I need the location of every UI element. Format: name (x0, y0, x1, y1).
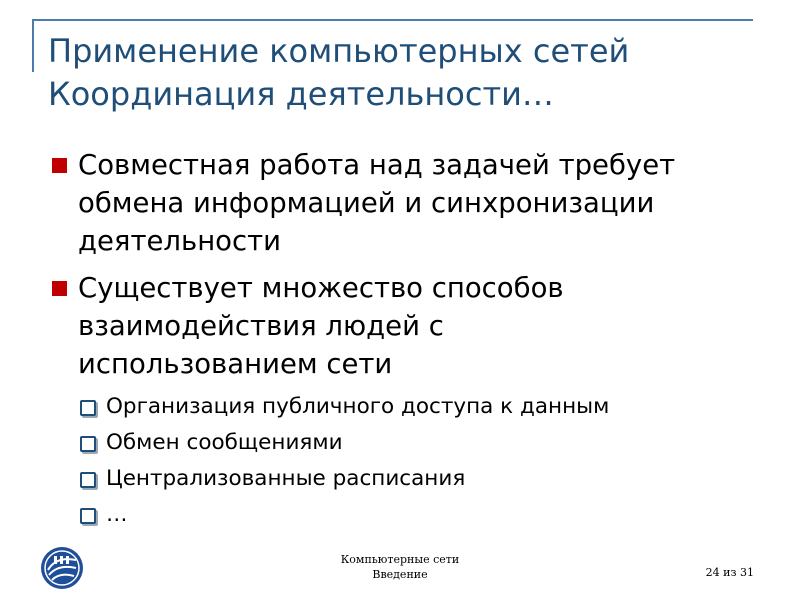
page-number: 24 из 31 (705, 566, 754, 579)
sub-bullet-text: Организация публичного доступа к данным (106, 394, 610, 419)
title-line-2: Координация деятельности… (48, 75, 554, 113)
square-bullet-icon (52, 158, 67, 173)
checkbox-bullet-icon (80, 436, 96, 452)
left-rule (32, 19, 34, 72)
slide-title (48, 30, 768, 116)
bullet-line: Совместная работа над задачей требует (78, 149, 676, 181)
sub-bullet-text: Централизованные расписания (106, 466, 466, 491)
bullet-item (48, 269, 768, 383)
sub-bullet-item (78, 464, 768, 494)
bullet-line: использованием сети (78, 348, 393, 380)
sub-bullet-item (78, 392, 768, 422)
footer-center (300, 552, 500, 582)
sub-bullet-text: Обмен сообщениями (106, 430, 343, 455)
slide-content (48, 146, 768, 536)
bullet-line: обмена информацией и синхронизации (78, 187, 655, 219)
bullet-text (78, 146, 768, 260)
sub-bullet-item (78, 500, 768, 530)
bullet-item (48, 146, 768, 260)
sub-bullet-text: … (106, 502, 128, 527)
checkbox-bullet-icon (80, 508, 96, 524)
top-rule (32, 19, 753, 21)
checkbox-bullet-icon (80, 472, 96, 488)
sub-bullet-item (78, 428, 768, 458)
unn-logo-icon (40, 546, 84, 590)
square-bullet-icon (52, 281, 67, 296)
footer-course: Компьютерные сети (340, 553, 460, 566)
bullet-text (78, 269, 768, 383)
footer-section: Введение (372, 568, 428, 581)
bullet-line: деятельности (78, 225, 282, 257)
bullet-line: взаимодействия людей с (78, 310, 444, 342)
bullet-line: Существует множество способов (78, 272, 564, 304)
title-line-1: Применение компьютерных сетей (48, 32, 630, 70)
checkbox-bullet-icon (80, 400, 96, 416)
